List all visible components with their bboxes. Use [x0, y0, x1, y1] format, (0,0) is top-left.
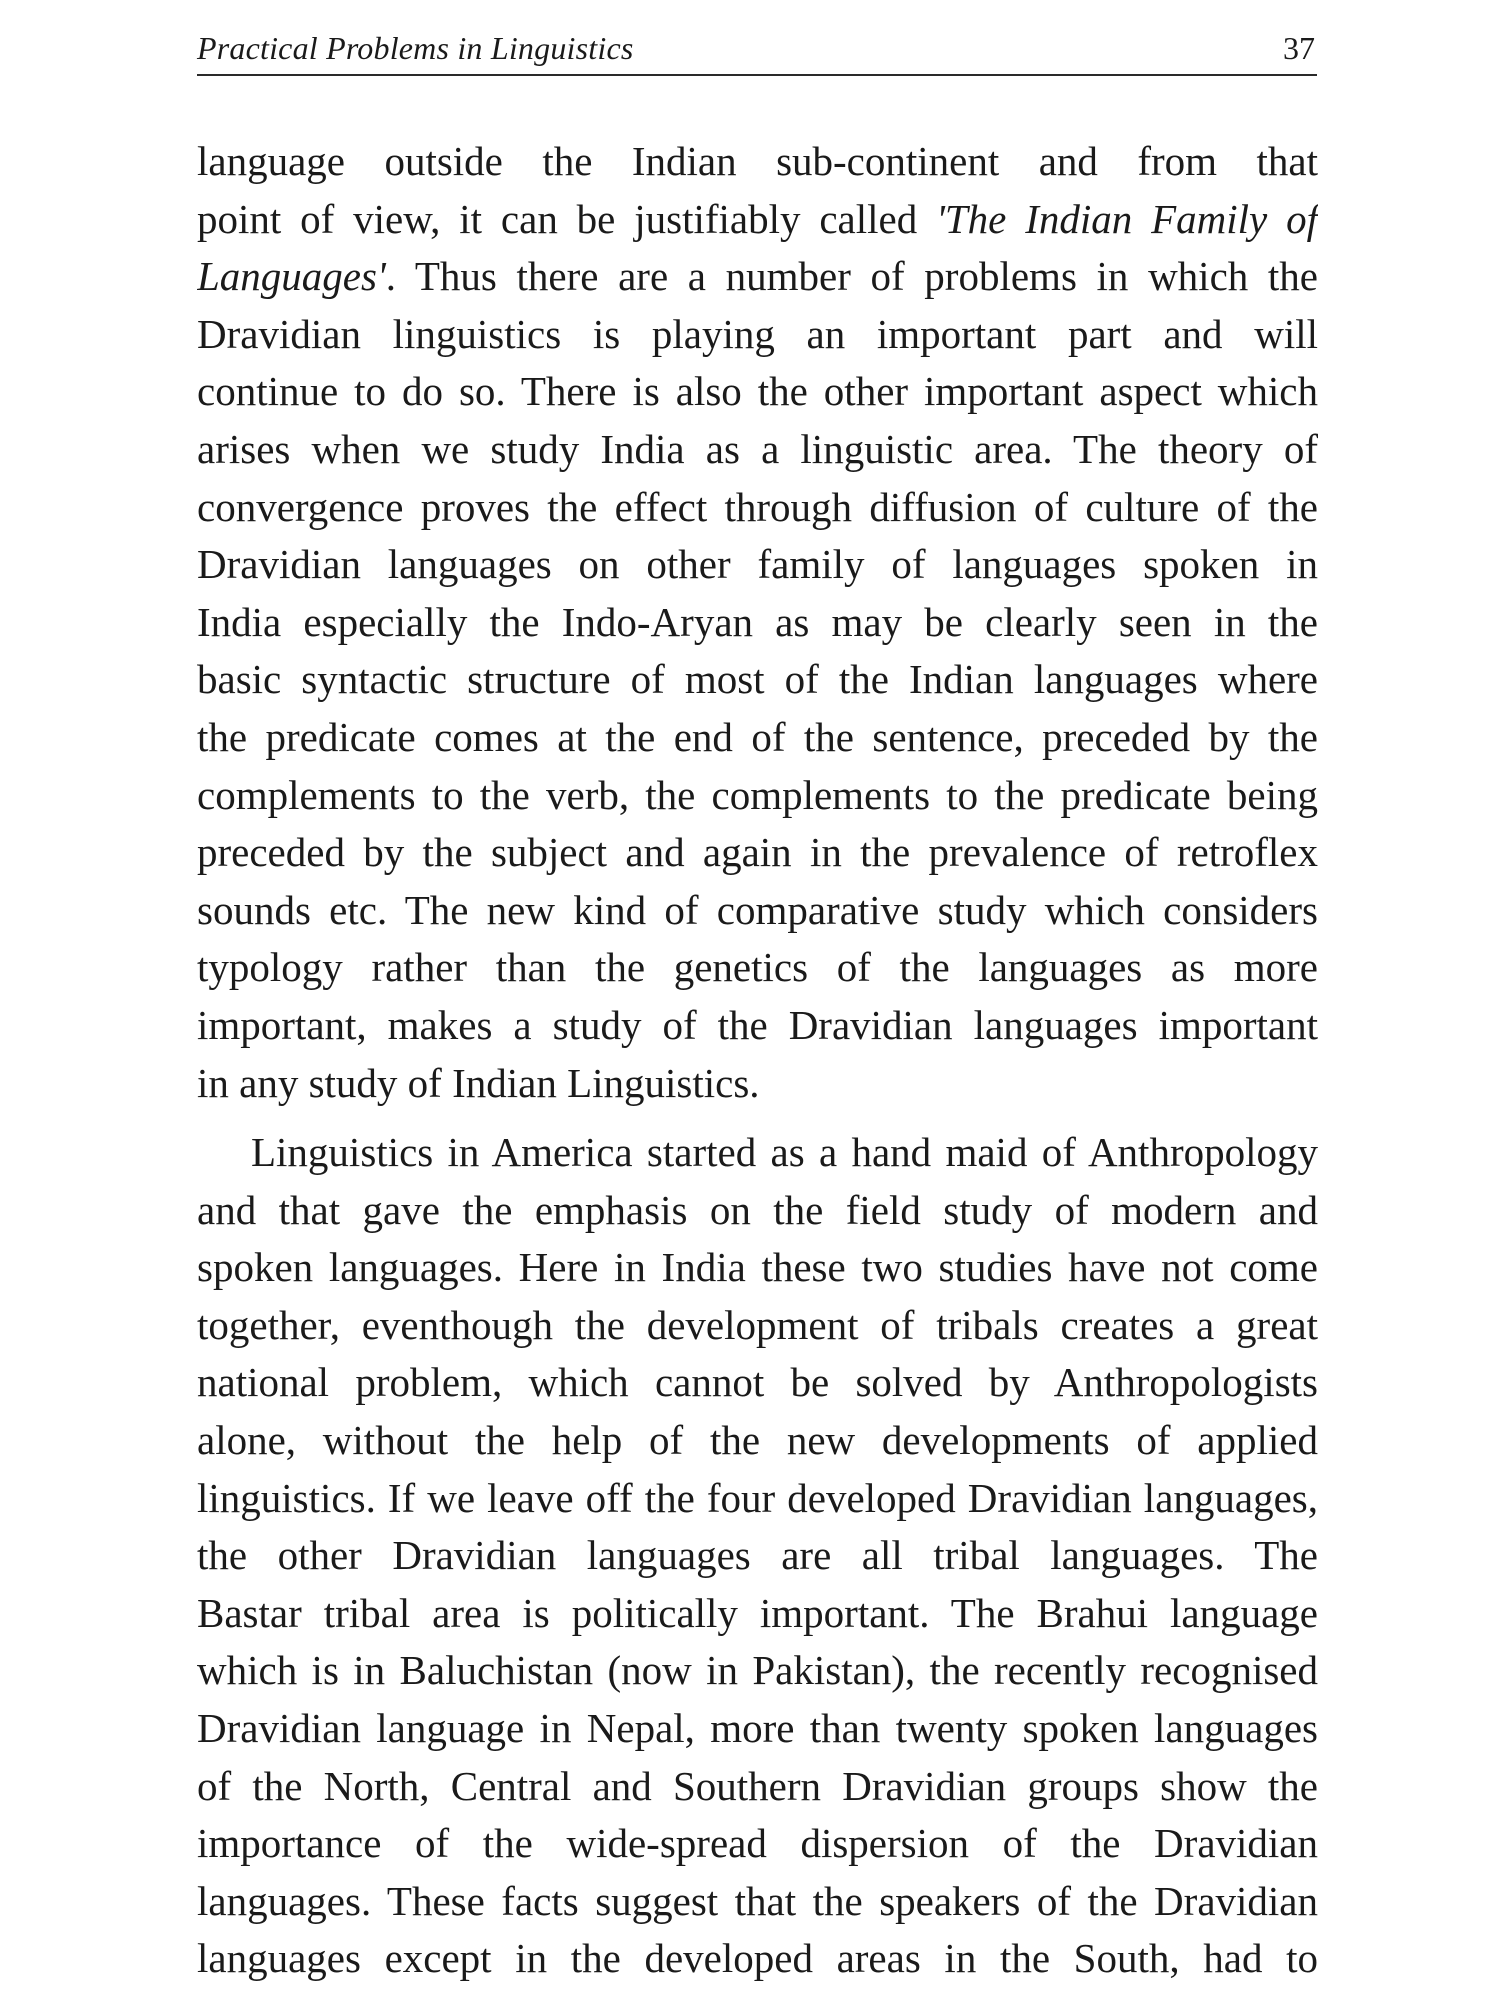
- text-line: [197, 248, 1318, 306]
- text-line: Linguistics in America started as a hand maid of Anthropology: [251, 1129, 1318, 1176]
- text-line: importance of the wide-spread dispersion of the Dravidian: [197, 1820, 1318, 1867]
- text-line: which is in Baluchistan (now in Pakistan), the recently recognised: [197, 1647, 1318, 1694]
- page-number: 37: [1283, 30, 1315, 66]
- text-line: the other Dravidian languages are all tribal languages. The: [197, 1532, 1318, 1579]
- running-header: [197, 18, 1317, 76]
- text-line: linguistics. If we leave off the four developed Dravidian languages,: [197, 1474, 1318, 1521]
- text-line: Dravidian language in Nepal, more than twenty spoken languages: [197, 1705, 1318, 1752]
- italic-title: Languages': [197, 253, 386, 300]
- text-run: . Thus there are a number of problems in which the: [385, 253, 1318, 300]
- italic-title: 'The Indian Family of: [936, 195, 1318, 242]
- text-line: languages. These facts suggest that the speakers of the Dravidian: [197, 1877, 1318, 1924]
- text-line: Dravidian languages on other family of languages spoken in: [197, 541, 1318, 588]
- text-line: [197, 191, 1318, 249]
- text-line: India especially the Indo-Aryan as may be clearly seen in the: [197, 598, 1318, 645]
- text-line: arises when we study India as a linguistic area. The theory of: [197, 425, 1318, 472]
- text-line: languages except in the developed areas in the South, had to: [197, 1935, 1318, 1982]
- text-line: complements to the verb, the complements to the predicate being: [197, 771, 1318, 818]
- text-line: the predicate comes at the end of the sentence, preceded by the: [197, 713, 1318, 760]
- text-line: Dravidian linguistics is playing an important part and will: [197, 310, 1318, 357]
- text-line: Bastar tribal area is politically important. The Brahui language: [197, 1589, 1318, 1636]
- text-line: language outside the Indian sub-continent and from that: [197, 138, 1318, 184]
- text-line: convergence proves the effect through diffusion of culture of the: [197, 483, 1318, 530]
- text-line: basic syntactic structure of most of the Indian languages where: [197, 656, 1318, 703]
- body-text: [197, 133, 1318, 1988]
- text-line: together, eventhough the development of tribals creates a great: [197, 1301, 1318, 1348]
- text-line: spoken languages. Here in India these two studies have not come: [197, 1244, 1318, 1291]
- text-line: alone, without the help of the new developments of applied: [197, 1417, 1318, 1464]
- text-line: sounds etc. The new kind of comparative study which considers: [197, 886, 1318, 933]
- text-run: point of view, it can be justifiably called: [197, 195, 918, 242]
- text-line: typology rather than the genetics of the languages as more: [197, 944, 1318, 991]
- text-line: of the North, Central and Southern Dravidian groups show the: [197, 1762, 1318, 1809]
- text-line: national problem, which cannot be solved by Anthropologists: [197, 1359, 1318, 1406]
- text-line: in any study of Indian Linguistics.: [197, 1059, 760, 1106]
- paragraph-1: [197, 133, 1318, 1112]
- text-line: preceded by the subject and again in the prevalence of retroflex: [197, 829, 1318, 876]
- text-line: and that gave the emphasis on the field study of modern and: [197, 1186, 1318, 1233]
- paragraph-2: [197, 1124, 1318, 1988]
- text-line: important, makes a study of the Dravidian languages important: [197, 1001, 1318, 1048]
- text-line: continue to do so. There is also the other important aspect which: [197, 368, 1318, 415]
- running-title: Practical Problems in Linguistics: [197, 30, 634, 66]
